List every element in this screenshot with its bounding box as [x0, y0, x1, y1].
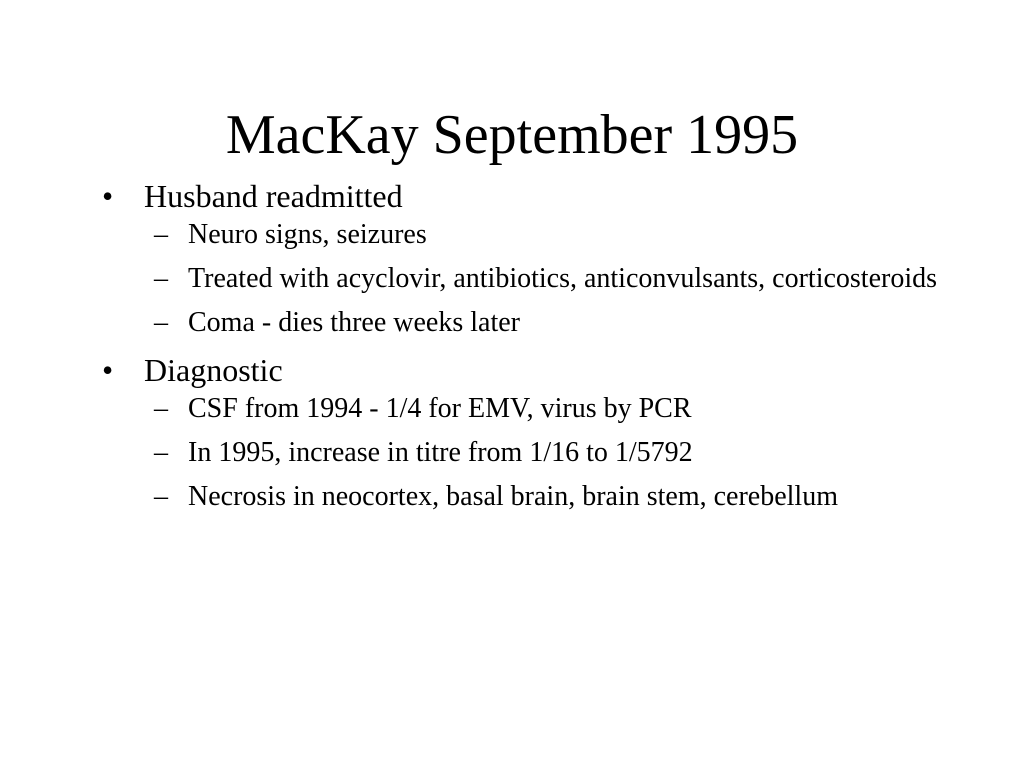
dash-marker: – — [154, 481, 168, 512]
sub-bullet-text: Treated with acyclovir, antibiotics, anticonvulsants, corticosteroids — [188, 263, 938, 294]
sub-bullet-text: Necrosis in neocortex, basal brain, brain stem, cerebellum — [188, 481, 838, 512]
sub-bullet-list — [144, 218, 940, 339]
bullet-marker: • — [102, 352, 114, 388]
sub-bullet-item — [144, 392, 940, 425]
bullet-item-husband-readmitted — [100, 176, 940, 339]
bullet-outline — [100, 176, 940, 524]
dash-marker: – — [154, 263, 168, 294]
bullet-heading: Husband readmitted — [144, 178, 403, 214]
sub-bullet-item — [144, 480, 940, 513]
sub-bullet-item — [144, 306, 940, 339]
dash-marker: – — [154, 393, 168, 424]
sub-bullet-text: In 1995, increase in titre from 1/16 to 1/5792 — [188, 437, 693, 468]
sub-bullet-text: Coma - dies three weeks later — [188, 307, 520, 338]
sub-bullet-item — [144, 436, 940, 469]
sub-bullet-text: CSF from 1994 - 1/4 for EMV, virus by PCR — [188, 393, 692, 424]
bullet-item-diagnostic — [100, 350, 940, 513]
sub-bullet-item — [144, 218, 940, 251]
bullet-marker: • — [102, 178, 114, 214]
sub-bullet-item — [144, 262, 940, 295]
bullet-heading: Diagnostic — [144, 352, 283, 388]
dash-marker: – — [154, 219, 168, 250]
sub-bullet-text: Neuro signs, seizures — [188, 219, 427, 250]
slide-title: MacKay September 1995 — [225, 104, 799, 166]
dash-marker: – — [154, 307, 168, 338]
sub-bullet-list — [144, 392, 940, 513]
dash-marker: – — [154, 437, 168, 468]
